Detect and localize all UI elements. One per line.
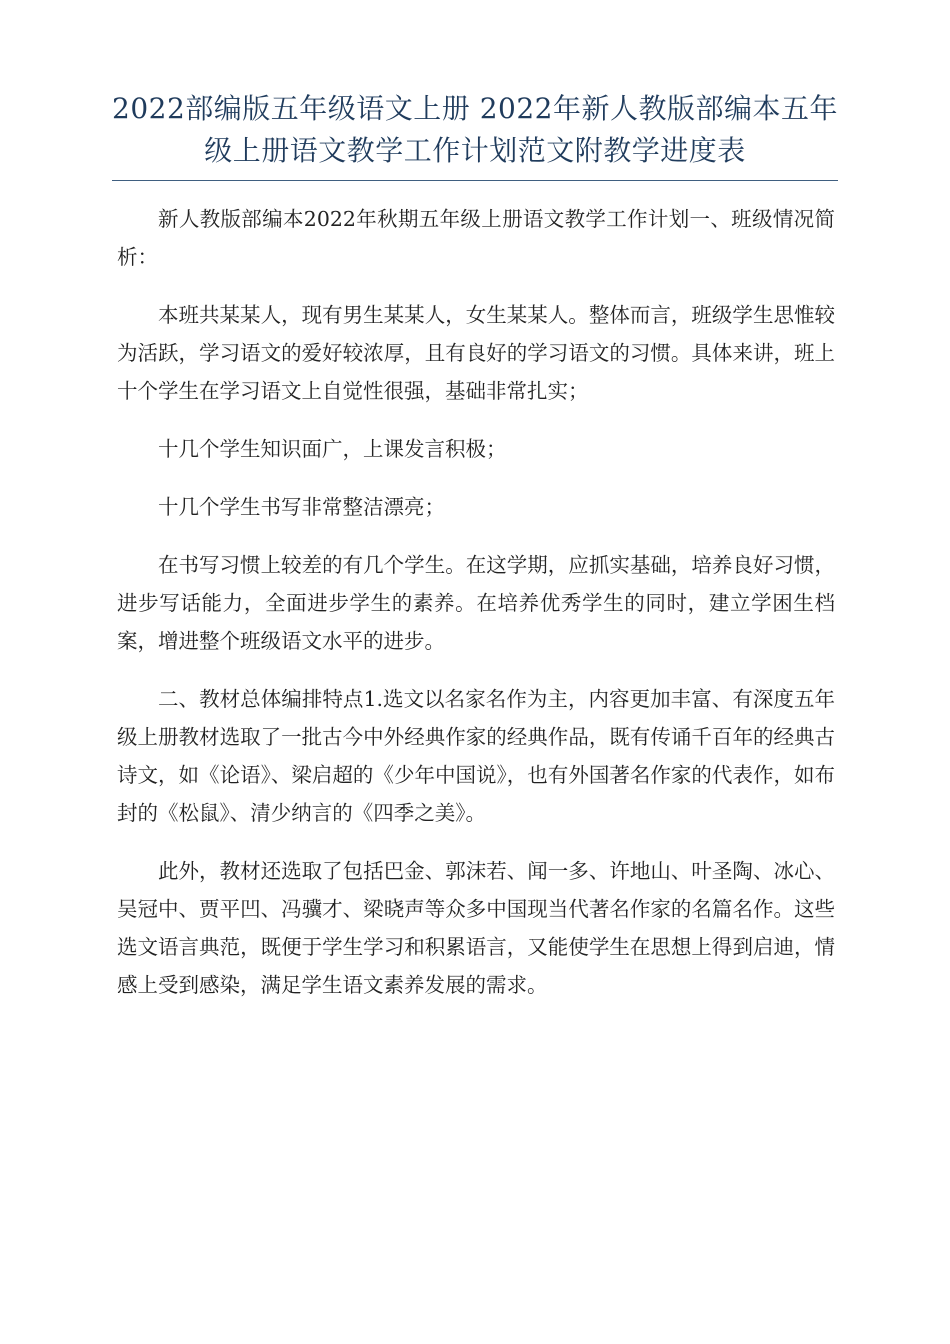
paragraph-handwriting: 十几个学生书写非常整洁漂亮；: [158, 495, 445, 519]
paragraph-class-situation: 本班共某某人，现有男生某某人，女生某某人。整体而言，班级学生思惟较为活跃，学习语文的爱好较浓厚，且有良好的学习语文的习惯。具体来讲，班上十个学生在学习语文上自觉性很强，基础非常扎实；: [117, 303, 835, 403]
paragraph-habits: 在书写习惯上较差的有几个学生。在这学期，应抓实基础，培养良好习惯，进步写话能力，全面进步学生的素养。在培养优秀学生的同时，建立学困生档案，增进整个班级语文水平的进步。: [117, 553, 835, 653]
document-body: [117, 200, 835, 1024]
paragraph-modern-authors: 此外，教材还选取了包括巴金、郭沫若、闻一多、许地山、叶圣陶、冰心、吴冠中、贾平凹、冯骥才、梁晓声等众多中国现当代著名作家的名篇名作。这些选文语言典范，既便于学生学习和积累语言，又能使学生在思想上得到启迪，情感上受到感染，满足学生语文素养发展的需求。: [117, 859, 835, 997]
title-divider: [112, 180, 838, 181]
document-title: 2022部编版五年级语文上册 2022年新人教版部编本五年级上册语文教学工作计划范文附教学进度表: [112, 92, 838, 167]
paragraph-textbook-features: 二、教材总体编排特点1.选文以名家名作为主，内容更加丰富、有深度五年级上册教材选取了一批古今中外经典作家的经典作品，既有传诵千百年的经典古诗文，如《论语》、梁启超的《少年中国说》，也有外国著名作家的代表作，如布封的《松鼠》、清少纳言的《四季之美》。: [117, 687, 835, 825]
paragraph-class-overview-heading: 新人教版部编本2022年秋期五年级上册语文教学工作计划一、班级情况简析：: [117, 207, 835, 269]
paragraph-knowledge: 十几个学生知识面广，上课发言积极；: [158, 437, 507, 461]
